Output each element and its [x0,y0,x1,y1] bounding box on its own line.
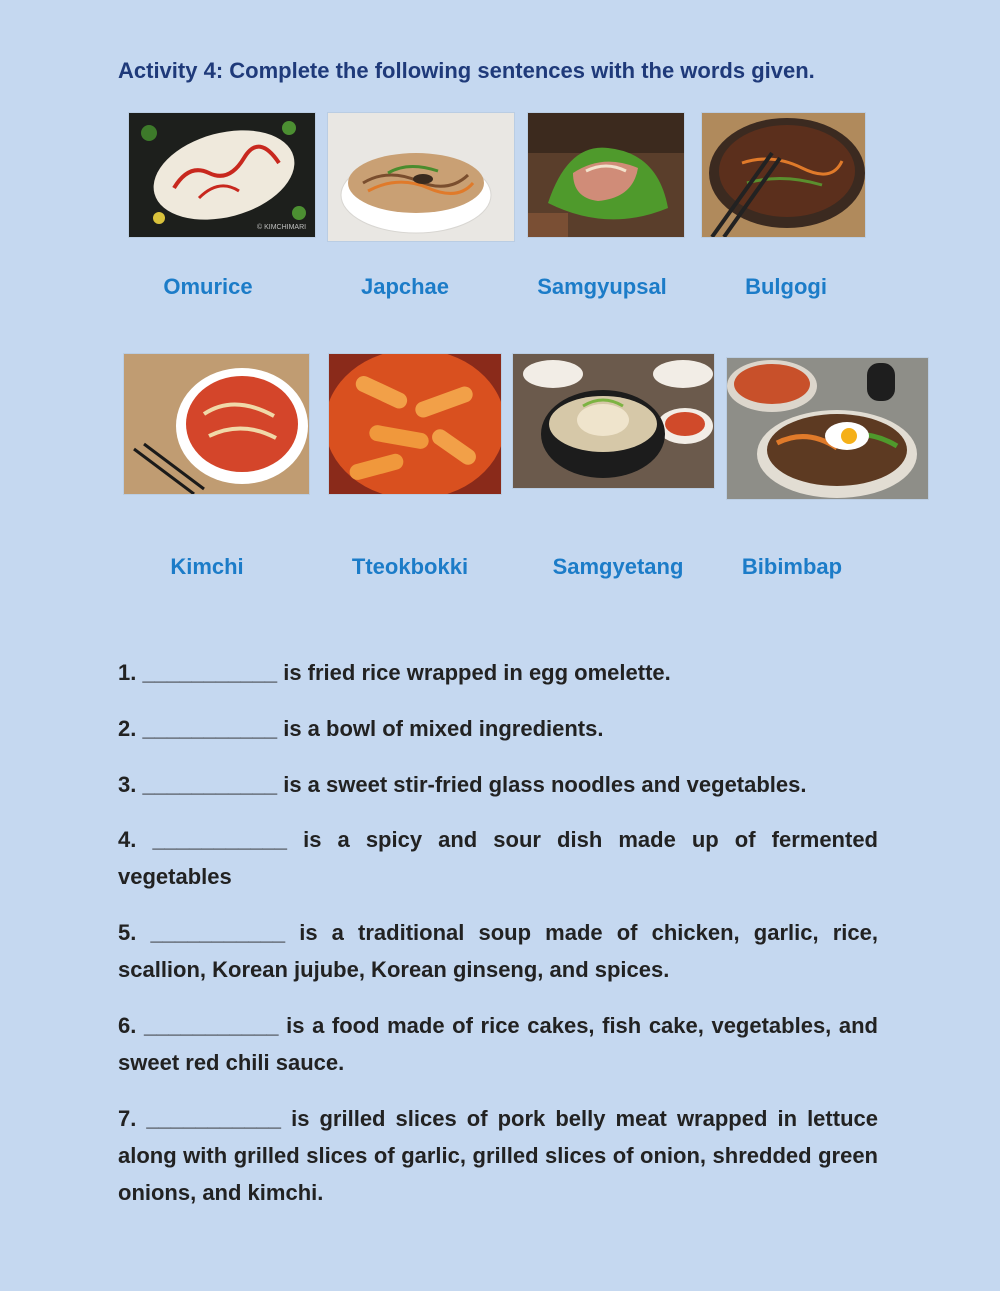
sentence-1 [118,654,878,691]
answer-blank: ___________ [152,827,288,852]
label-samgyupsal: Samgyupsal [537,274,667,299]
tteokbokki-photo [329,354,501,494]
answer-blank: ___________ [146,1106,282,1131]
answer-blank: ___________ [150,920,286,945]
samgyetang-photo [513,354,714,488]
sentence-text: is a food made of rice cakes, fish cake, vegetables, and sweet red chili sauce. [118,1013,885,1075]
answer-blank: ___________ [143,1013,279,1038]
sentence-text: is a bowl of mixed ingredients. [283,716,604,741]
kimchi-photo [124,354,309,494]
answer-blank: ___________ [142,716,278,741]
sentence-number: 6. [118,1013,137,1038]
sentence-number: 3. [118,772,137,797]
sentence-text: is fried rice wrapped in egg omelette. [283,660,671,685]
label-kimchi: Kimchi [170,554,244,579]
answer-blank: ___________ [142,660,278,685]
label-samgyetang: Samgyetang [552,554,684,579]
bulgogi-photo [702,113,865,237]
sentence-3 [118,766,878,803]
label-bibimbap: Bibimbap [741,554,843,579]
photo-watermark: © KIMCHIMARI [257,224,307,231]
sentence-text: is a traditional soup made of chicken, garlic, rice, scallion, Korean jujube, Korean ginseng, and spices. [118,920,885,982]
samgyupsal-photo [528,113,684,237]
omurice-photo [129,113,315,237]
sentence-number: 7. [118,1106,137,1131]
sentence-number: 4. [118,827,137,852]
bibimbap-photo [727,358,928,499]
label-tteokbokki: Tteokbokki [351,554,469,579]
sentence-text: is a spicy and sour dish made up of fermented vegetables [118,827,885,889]
sentence-7 [118,1100,885,1211]
label-japchae: Japchae [360,274,450,299]
sentence-2 [118,710,878,747]
sentence-4 [118,821,885,895]
sentence-6 [118,1007,885,1081]
activity-title: Activity 4: Complete the following sentences with the words given. [118,58,815,83]
japchae-photo [328,113,514,241]
sentence-text: is grilled slices of pork belly meat wrapped in lettuce along with grilled slices of garlic, grilled slices of onion, shredded green onions, and kimchi. [118,1106,885,1205]
label-bulgogi: Bulgogi [745,274,827,299]
sentence-number: 2. [118,716,137,741]
sentence-text: is a sweet stir-fried glass noodles and vegetables. [283,772,807,797]
label-omurice: Omurice [163,274,253,299]
sentence-number: 5. [118,920,137,945]
answer-blank: ___________ [142,772,278,797]
sentence-number: 1. [118,660,137,685]
sentence-5 [118,914,885,988]
